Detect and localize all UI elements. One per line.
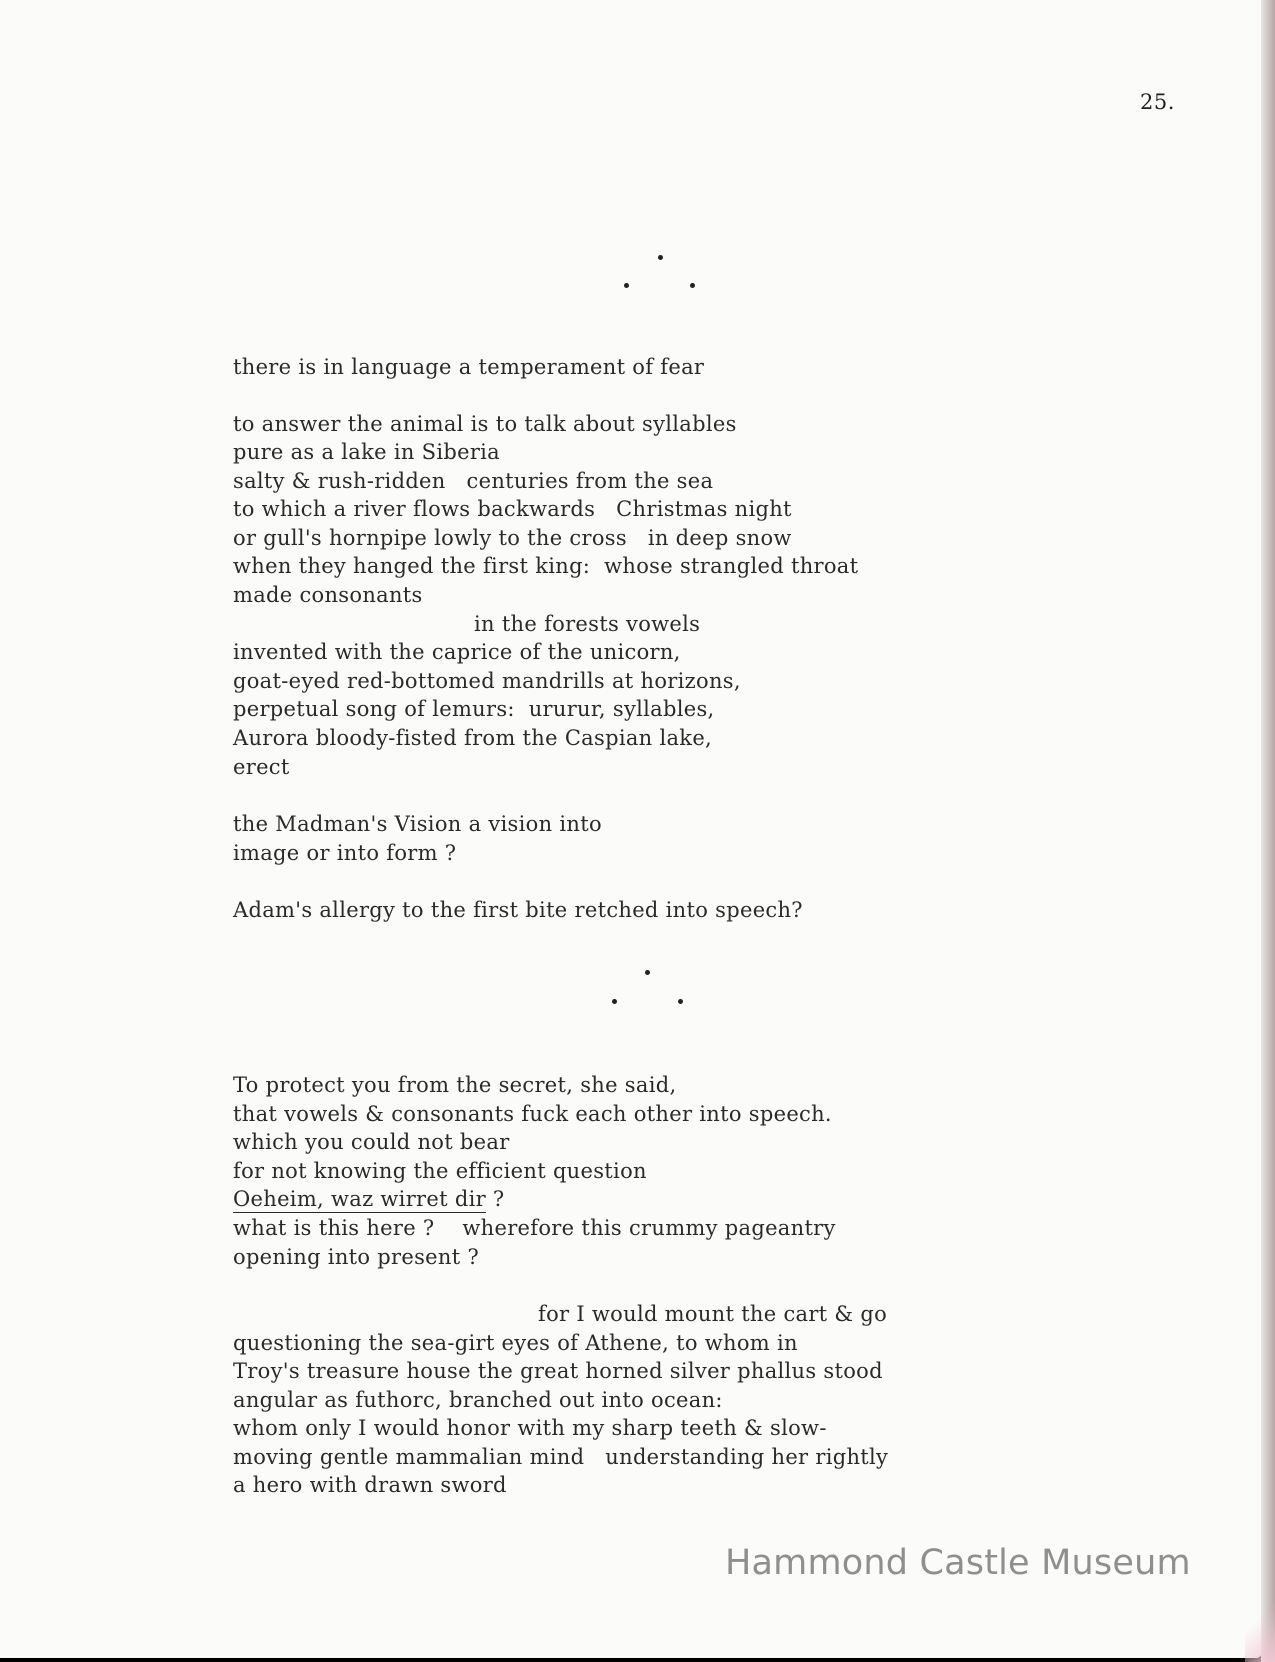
divider-dot (690, 283, 695, 288)
poem-line: made consonants (233, 583, 423, 607)
poem-line: Troy's treasure house the great horned silver phallus stood (233, 1359, 883, 1383)
poem-line: in the forests vowels (474, 612, 701, 636)
poem-line: perpetual song of lemurs: ururur, syllables, (233, 697, 715, 721)
poem-line: erect (233, 755, 290, 779)
poem-line: pure as a lake in Siberia (233, 440, 501, 464)
question-mark: ? (485, 1187, 505, 1211)
underlined-question-line (233, 1185, 504, 1213)
poem-line: when they hanged the first king: whose strangled throat (233, 554, 859, 578)
poem-line: To protect you from the secret, she said, (233, 1073, 677, 1097)
poem-line: the Madman's Vision a vision into (233, 812, 602, 836)
divider-dot (645, 970, 650, 975)
divider-dot (658, 255, 663, 260)
poem-line: there is in language a temperament of fear (233, 355, 705, 379)
poem-line: invented with the caprice of the unicorn, (233, 640, 681, 664)
poem-line: goat-eyed red-bottomed mandrills at horizons, (233, 669, 741, 693)
page-corner-tint (1245, 1592, 1275, 1662)
page-number: 25. (1140, 90, 1175, 114)
divider-dot (624, 283, 629, 288)
museum-watermark: Hammond Castle Museum (725, 1543, 1191, 1583)
poem-line: to which a river flows backwards Christmas night (233, 497, 792, 521)
poem-line: what is this here ? wherefore this crummy pageantry (233, 1216, 836, 1240)
divider-dot (678, 999, 683, 1004)
poem-line: to answer the animal is to talk about syllables (233, 412, 737, 436)
poem-line: image or into form ? (233, 841, 457, 865)
poem-line: questioning the sea-girt eyes of Athene, to whom in (233, 1331, 798, 1355)
section-divider-1 (618, 255, 698, 295)
poem-line: a hero with drawn sword (233, 1473, 507, 1497)
poem-line: angular as futhorc, branched out into ocean: (233, 1388, 723, 1412)
poem-line: opening into present ? (233, 1245, 480, 1269)
poem-line: that vowels & consonants fuck each other into speech. (233, 1102, 832, 1126)
poem-line: which you could not bear (233, 1130, 510, 1154)
poem-line: for I would mount the cart & go (538, 1302, 888, 1326)
poem-line: Aurora bloody-fisted from the Caspian lake, (233, 726, 713, 750)
divider-dot (612, 999, 617, 1004)
poem-line: for not knowing the efficient question (233, 1159, 647, 1183)
poem-line: whom only I would honor with my sharp teeth & slow- (233, 1416, 827, 1440)
page-edge (1261, 0, 1275, 1662)
section-divider-2 (609, 970, 689, 1010)
poem-line: or gull's hornpipe lowly to the cross in deep snow (233, 526, 792, 550)
poem-line: salty & rush-ridden centuries from the sea (233, 469, 714, 493)
poem-line: moving gentle mammalian mind understanding her rightly (233, 1445, 889, 1469)
poem-line: Adam's allergy to the first bite retched into speech? (233, 898, 803, 922)
underlined-phrase: Oeheim, waz wirret dir (233, 1187, 486, 1211)
